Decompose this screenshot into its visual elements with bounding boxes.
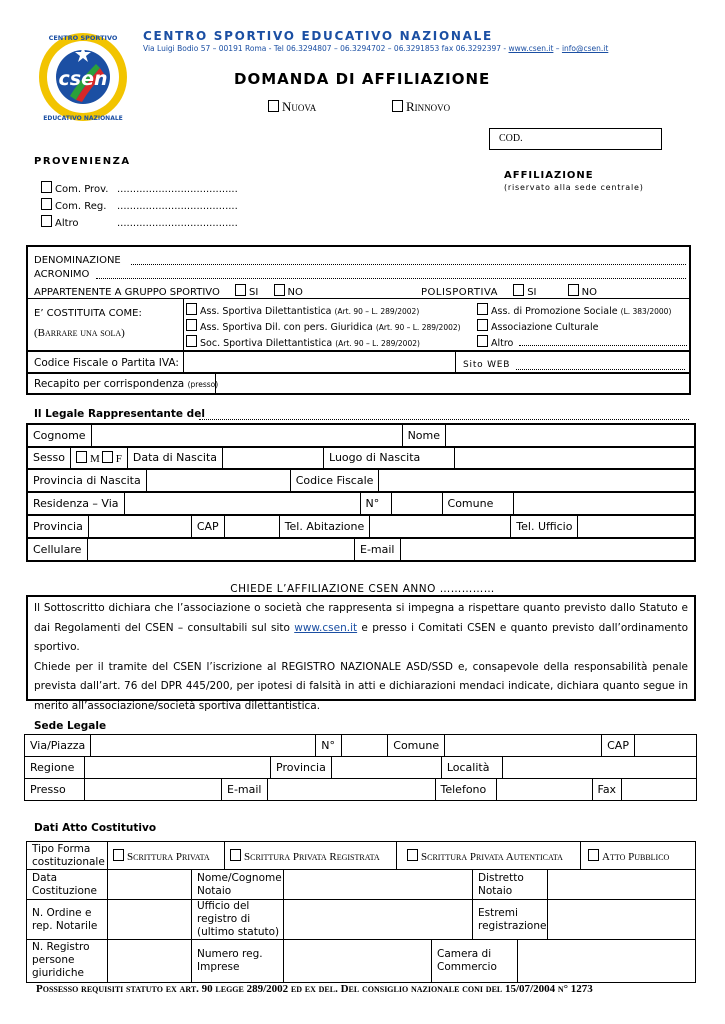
gruppo-label: APPARTENENTE A GRUPPO SPORTIVO — [34, 287, 220, 298]
polisportiva-label: POLISPORTIVA — [421, 287, 498, 298]
website-link[interactable]: www.csen.it — [508, 44, 554, 53]
sesso-label: Sesso — [27, 447, 70, 470]
tipo-forma-label: Tipo Forma costituzionale — [32, 843, 105, 868]
tipo-option[interactable] — [186, 319, 461, 335]
sede-cap-input[interactable] — [634, 735, 696, 757]
residenza-input[interactable] — [124, 493, 360, 516]
distretto-input[interactable] — [548, 870, 695, 899]
tel-ufficio-input[interactable] — [578, 516, 695, 539]
poli-si[interactable] — [513, 287, 536, 298]
divider — [107, 842, 108, 869]
divider — [455, 352, 456, 372]
gruppo-si[interactable] — [235, 287, 258, 298]
sede-table-2 — [24, 756, 697, 779]
opt-scrittura-registrata[interactable] — [230, 849, 380, 863]
provincia-label: Provincia — [27, 516, 88, 539]
no-label: NO — [287, 287, 303, 298]
tipo-option[interactable] — [186, 303, 461, 319]
sede-provincia-label: Provincia — [271, 757, 332, 779]
atto-heading: Dati Atto Costitutivo — [34, 822, 157, 834]
option-nuova[interactable] — [268, 99, 316, 115]
logo-bottom-text: EDUCATIVO NAZIONALE — [43, 115, 123, 122]
legale-table-4 — [26, 492, 696, 516]
sede-n-label: N° — [316, 735, 342, 757]
divider — [28, 298, 689, 299]
polisportiva-row — [421, 284, 597, 298]
nome-label: Nome — [402, 424, 445, 447]
provincia-input[interactable] — [88, 516, 191, 539]
poli-no[interactable] — [568, 287, 597, 298]
prov-item[interactable] — [41, 215, 238, 232]
prov-item-label: Com. Reg. — [55, 201, 107, 212]
nome-notaio-label: Nome/Cognome Notaio — [197, 872, 282, 897]
fax-input[interactable] — [622, 779, 697, 801]
prov-checkbox[interactable] — [41, 198, 52, 210]
sede-email-input[interactable] — [267, 779, 435, 801]
rinnovo-label: Rinnovo — [406, 99, 451, 114]
divider — [224, 842, 225, 869]
sede-comune-label: Comune — [388, 735, 445, 757]
tipo-label: Ass. Sportiva Dil. con pers. Giuridica — [200, 322, 373, 333]
legale-table-5 — [26, 515, 696, 539]
scrittura-privata-checkbox[interactable] — [113, 849, 124, 861]
tipo-option[interactable] — [186, 335, 461, 351]
p1a: Il Sottoscritto dichiara che l’associazione o società che rappresenta si impegna a rispettare quanto previsto dallo Statuto e dai Regolamenti del CSEN – consultabili sul sito — [34, 602, 688, 634]
camera-input[interactable] — [518, 940, 695, 982]
cognome-input[interactable] — [91, 424, 402, 447]
telefono-label: Telefono — [435, 779, 496, 801]
regione-input[interactable] — [85, 757, 271, 779]
divider — [431, 939, 432, 982]
acronimo-label: ACRONIMO — [34, 269, 90, 280]
numero-reg-input[interactable] — [284, 940, 430, 982]
tipo-checkbox[interactable] — [477, 303, 488, 315]
atto-grid — [26, 870, 696, 983]
page-title: DOMANDA DI AFFILIAZIONE — [234, 70, 491, 88]
denominazione-line — [131, 264, 686, 265]
cf-label: Codice Fiscale o Partita IVA: — [34, 357, 179, 369]
residenza-label: Residenza – Via — [27, 493, 124, 516]
atto-pubblico-checkbox[interactable] — [588, 849, 599, 861]
registro-persone-input[interactable] — [108, 940, 190, 982]
cognome-label: Cognome — [27, 424, 91, 447]
legale-table — [26, 423, 696, 448]
tipo-label: Ass. Sportiva Dilettantistica — [200, 306, 332, 317]
sede-n-input[interactable] — [342, 735, 388, 757]
comune-label: Comune — [442, 493, 513, 516]
tipo-checkbox[interactable] — [186, 303, 197, 315]
scrittura-privata-label: Scrittura Privata — [127, 851, 210, 863]
nuova-label: Nuova — [282, 99, 317, 114]
numero-reg-label: Numero reg. Imprese — [197, 948, 263, 973]
recapito-presso: (presso) — [187, 380, 219, 389]
luogo-nascita-input[interactable] — [455, 447, 695, 470]
chiede-heading-text: CHIEDE L’AFFILIAZIONE CSEN ANNO — [230, 583, 436, 595]
registro-persone-label: N. Registro persone giuridiche — [32, 941, 90, 979]
email-input[interactable] — [401, 539, 696, 562]
no-checkbox[interactable] — [568, 284, 579, 296]
barrare-label: (Barrare una sola) — [34, 327, 125, 339]
comune-input[interactable] — [513, 493, 695, 516]
cellulare-label: Cellulare — [27, 539, 88, 562]
legale-heading-text: Il Legale Rappresentante del — [34, 408, 205, 420]
scrittura-autenticata-checkbox[interactable] — [407, 849, 418, 861]
option-rinnovo[interactable] — [392, 99, 450, 115]
scrittura-registrata-checkbox[interactable] — [230, 849, 241, 861]
sede-heading: Sede Legale — [34, 720, 107, 732]
tipo-label: Ass. di Promozione Sociale — [491, 306, 618, 317]
legale-heading — [34, 408, 689, 422]
data-nascita-input[interactable] — [223, 447, 324, 470]
nome-notaio-input[interactable] — [284, 870, 471, 899]
ente-box — [26, 245, 691, 352]
acronimo-line — [96, 278, 686, 279]
ufficio-label: Ufficio del registro di (ultimo statuto) — [197, 900, 280, 938]
tipi-sx-list — [186, 303, 461, 351]
provenienza-label: PROVENIENZA — [34, 156, 131, 167]
anno-dots[interactable]: …………… — [439, 583, 495, 595]
presso-label: Presso — [25, 779, 85, 801]
camera-label: Camera di Commercio — [437, 948, 497, 973]
scrittura-registrata-label: Scrittura Privata Registrata — [244, 851, 380, 863]
cap-label: CAP — [191, 516, 224, 539]
recapito-row[interactable] — [26, 374, 691, 395]
tipo-checkbox[interactable] — [186, 335, 197, 347]
acronimo-row[interactable] — [34, 269, 686, 281]
chiede-heading — [0, 583, 725, 595]
tipo-checkbox[interactable] — [186, 319, 197, 331]
sede-comune-input[interactable] — [445, 735, 602, 757]
sede-provincia-input[interactable] — [331, 757, 441, 779]
divider — [580, 842, 581, 869]
sede-cap-label: CAP — [602, 735, 635, 757]
ufficio-input[interactable] — [284, 900, 471, 939]
tipo-label: Associazione Culturale — [491, 322, 599, 333]
tipo-law: (Art. 90 – L. 289/2002) — [334, 307, 420, 316]
csen-logo — [38, 30, 128, 124]
prov-item[interactable] — [41, 181, 238, 198]
logo-center-text: csen — [58, 68, 108, 90]
prov-item-label: Com. Prov. — [55, 184, 109, 195]
altro-line — [519, 345, 687, 346]
tel-abitazione-label: Tel. Abitazione — [279, 516, 370, 539]
tipo-checkbox[interactable] — [477, 319, 488, 331]
estremi-label: Estremi registrazione — [478, 907, 547, 932]
tipo-option[interactable] — [477, 303, 687, 319]
divider — [396, 842, 397, 869]
ordine-input[interactable] — [108, 900, 190, 939]
denominazione-label: DENOMINAZIONE — [34, 255, 121, 266]
legale-table-6 — [26, 538, 696, 562]
estremi-input[interactable] — [548, 900, 695, 939]
data-costituzione-label: Data Costituzione — [32, 872, 97, 897]
tipo-option[interactable] — [477, 319, 687, 335]
sede-email-label: E-mail — [222, 779, 268, 801]
tipo-option[interactable] — [477, 335, 687, 351]
cf-row — [26, 352, 691, 374]
sede-table-3 — [24, 778, 697, 801]
prov-checkbox[interactable] — [41, 181, 52, 193]
si-checkbox[interactable] — [235, 284, 246, 296]
numero-label: N° — [360, 493, 391, 516]
localita-input[interactable] — [502, 757, 696, 779]
codice-fiscale-label: Codice Fiscale — [290, 470, 379, 493]
tel-ufficio-label: Tel. Ufficio — [511, 516, 578, 539]
prov-item-label: Altro — [55, 218, 79, 229]
tel-abitazione-input[interactable] — [370, 516, 511, 539]
cap-input[interactable] — [224, 516, 279, 539]
gruppo-no[interactable] — [274, 287, 303, 298]
separator: – — [553, 44, 562, 53]
localita-label: Località — [441, 757, 502, 779]
codice-fiscale-input[interactable] — [379, 470, 695, 493]
legale-line[interactable] — [199, 419, 689, 420]
atto-pubblico-label: Atto Pubblico — [602, 851, 670, 863]
org-address — [143, 44, 608, 53]
si-checkbox[interactable] — [513, 284, 524, 296]
tipo-label: Soc. Sportiva Dilettantistica — [200, 338, 333, 349]
ordine-label: N. Ordine e rep. Notarile — [32, 907, 98, 932]
opt-scrittura-privata[interactable] — [113, 849, 210, 863]
prov-item[interactable] — [41, 198, 238, 215]
prov-dots: ...................................... — [117, 218, 238, 229]
scrittura-autenticata-label: Scrittura Privata Autenticata — [421, 851, 563, 863]
telefono-input[interactable] — [496, 779, 592, 801]
gruppo-row — [34, 284, 303, 298]
address-text: Via Luigi Bodio 57 – 00191 Roma - Tel 06.3294807 – 06.3294702 – 06.3291853 fax 06.3292397 - — [143, 44, 509, 53]
regione-label: Regione — [25, 757, 85, 779]
prov-checkbox[interactable] — [41, 215, 52, 227]
data-nascita-label: Data di Nascita — [127, 447, 222, 470]
no-label: NO — [581, 287, 598, 298]
provincia-nascita-label: Provincia di Nascita — [27, 470, 146, 493]
f-label: F — [115, 452, 122, 465]
m-label: M — [89, 452, 100, 465]
prov-dots: ...................................... — [117, 201, 238, 212]
presso-input[interactable] — [85, 779, 222, 801]
numero-input[interactable] — [391, 493, 442, 516]
luogo-nascita-label: Luogo di Nascita — [324, 447, 455, 470]
chiede-paragraph-2: Chiede per il tramite del CSEN l’iscrizione al REGISTRO NAZIONALE ASD/SSD e, consapevole della responsabilità penale prevista dall’art. 76 del DPR 445/200, per ipotesi di falsità in atti e dichiarazioni mendaci indicate, dichiara quanto segue in merito all’associazione/società sportiva dilettantistica. — [34, 660, 688, 712]
si-label: SI — [249, 287, 259, 298]
cod-label: COD. — [499, 133, 523, 144]
rinnovo-checkbox[interactable] — [392, 100, 403, 112]
atto-row-1 — [26, 841, 696, 870]
nuova-checkbox[interactable] — [268, 100, 279, 112]
provincia-nascita-input[interactable] — [146, 470, 290, 493]
logo-top-text: CENTRO SPORTIVO — [48, 34, 118, 42]
sito-line[interactable] — [516, 369, 685, 370]
provenienza-list — [41, 181, 238, 232]
divider — [215, 374, 216, 393]
opt-atto-pubblico[interactable] — [588, 849, 669, 863]
recapito-text: Recapito per corrispondenza — [34, 378, 185, 390]
chiede-box — [26, 595, 696, 712]
no-checkbox[interactable] — [274, 284, 285, 296]
costituita-label: E’ COSTITUITA COME: — [34, 308, 142, 319]
denominazione-row[interactable] — [34, 255, 686, 267]
org-name: CENTRO SPORTIVO EDUCATIVO NAZIONALE — [143, 29, 493, 43]
si-label: SI — [527, 287, 537, 298]
email-link[interactable]: info@csen.it — [561, 44, 609, 53]
divider — [472, 870, 473, 939]
via-input[interactable] — [91, 735, 316, 757]
divider — [183, 298, 184, 351]
f-checkbox[interactable] — [102, 451, 113, 463]
divider — [183, 352, 184, 372]
opt-scrittura-autenticata[interactable] — [407, 849, 563, 863]
affiliazione-label: AFFILIAZIONE — [504, 170, 594, 181]
legale-table-2 — [26, 446, 696, 470]
legale-table-3 — [26, 469, 696, 493]
tipo-label: Altro — [491, 338, 514, 349]
cod-box[interactable] — [489, 128, 662, 150]
tipi-dx-list — [477, 303, 687, 351]
prov-dots: ...................................... — [117, 184, 238, 195]
recapito-label — [34, 378, 218, 390]
fax-label: Fax — [592, 779, 622, 801]
csen-link[interactable]: www.csen.it — [294, 621, 358, 634]
tipo-checkbox[interactable] — [477, 335, 488, 347]
data-costituzione-input[interactable] — [108, 870, 190, 899]
sito-label: Sito WEB — [463, 360, 511, 370]
tipo-law: (Art. 90 – L. 289/2002) — [375, 323, 461, 332]
nome-input[interactable] — [446, 424, 695, 447]
distretto-label: Distretto Notaio — [478, 872, 524, 897]
m-checkbox[interactable] — [76, 451, 87, 463]
tipo-law: (Art. 90 – L. 289/2002) — [335, 339, 420, 348]
cellulare-input[interactable] — [88, 539, 355, 562]
via-label: Via/Piazza — [25, 735, 91, 757]
affiliazione-note: (riservato alla sede centrale) — [504, 183, 644, 192]
email-label: E-mail — [355, 539, 401, 562]
tipo-law: (L. 383/2000) — [620, 307, 672, 316]
footer-note: Possesso requisiti statuto ex art. 90 legge 289/2002 ed ex del. Del consiglio nazionale coni del 15/07/2004 n° 1273 — [36, 983, 593, 995]
sede-table — [24, 734, 697, 757]
chiede-paragraph-1 — [34, 599, 688, 658]
divider — [191, 870, 192, 982]
p1b: e presso i Comitati CSEN e quanto previsto dall’ordinamento sportivo. — [34, 621, 688, 653]
sesso-options[interactable] — [70, 447, 127, 470]
